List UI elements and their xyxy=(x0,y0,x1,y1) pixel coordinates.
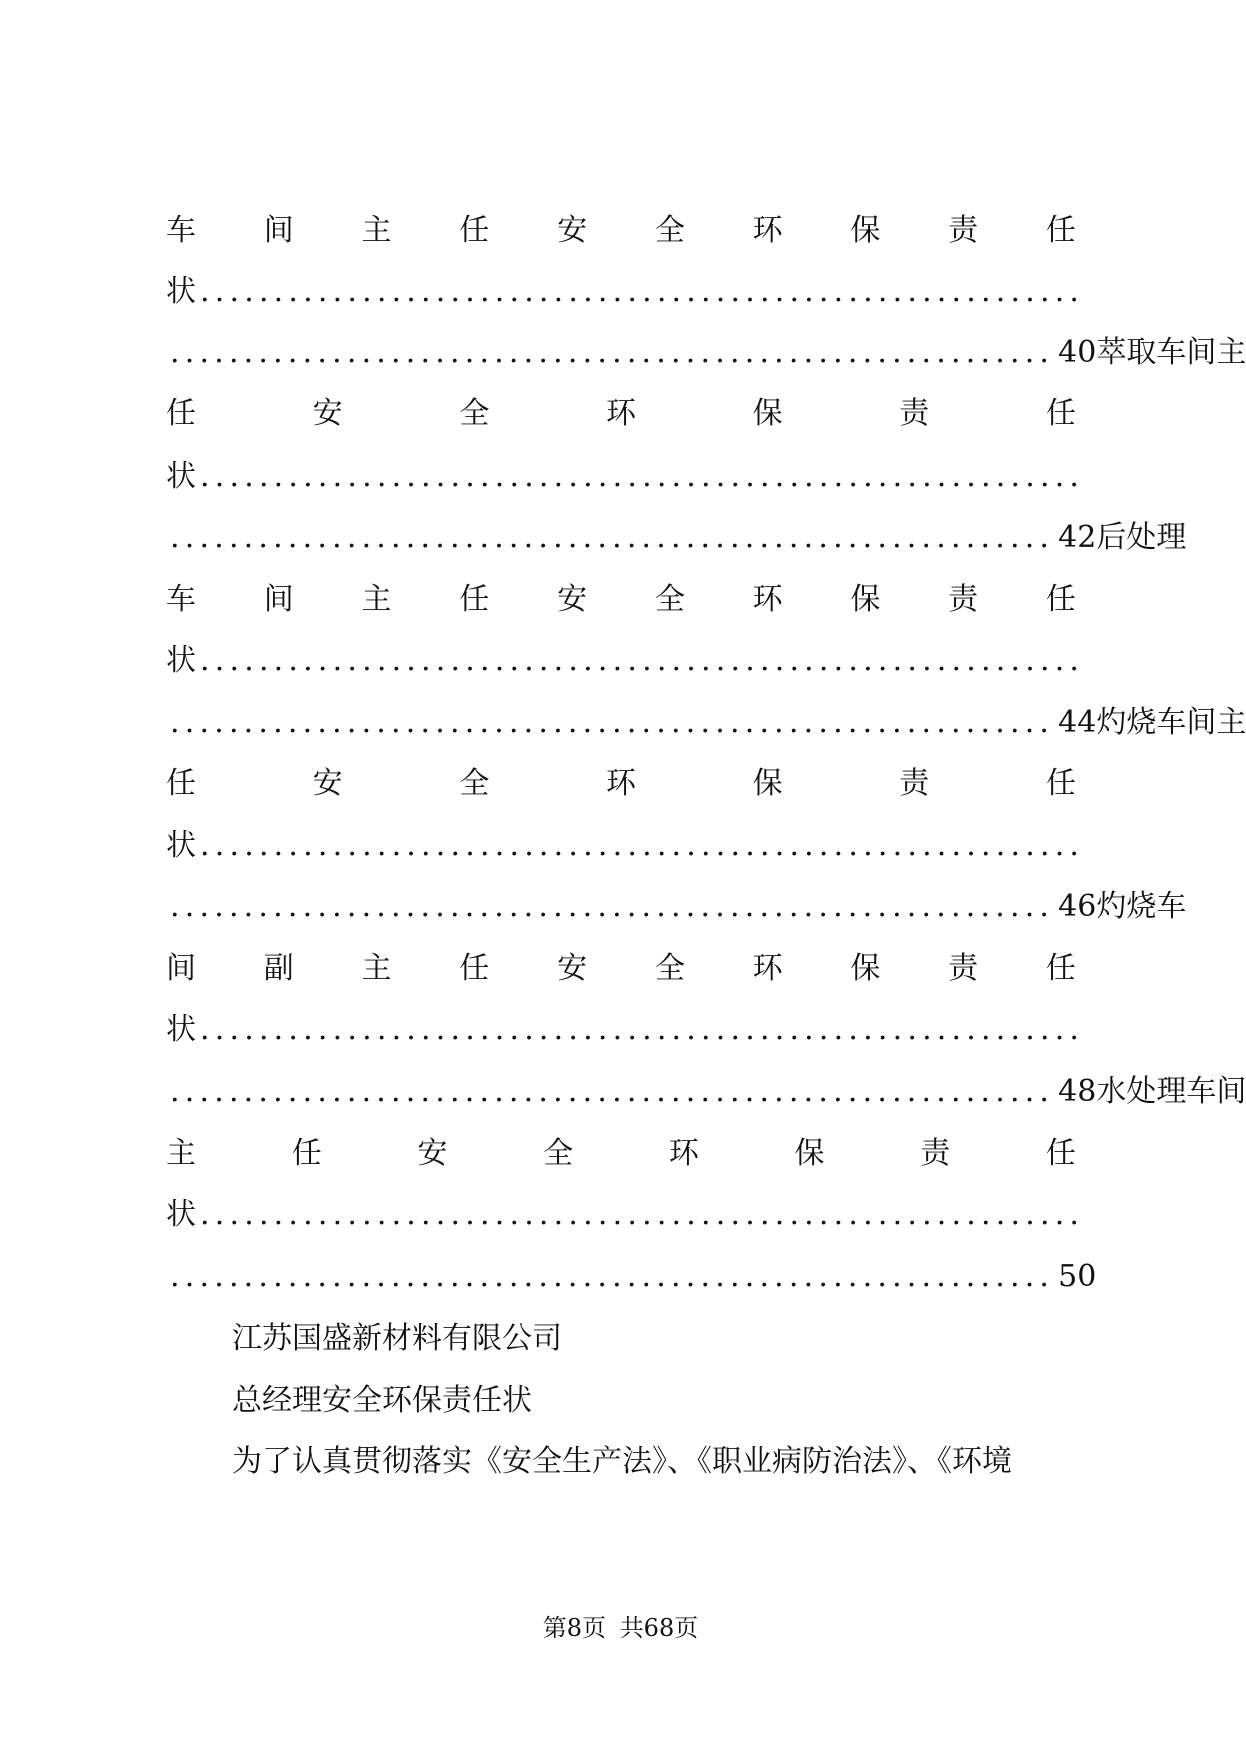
toc-char: 环 xyxy=(752,951,783,986)
toc-entry xyxy=(166,1253,1097,1301)
toc-char: 全 xyxy=(654,582,685,617)
toc-leader-dots: ............................................................ xyxy=(200,459,1085,494)
toc-page-and-title: 40萃取车间主 xyxy=(1058,335,1246,370)
toc-char: 保 xyxy=(850,582,881,617)
toc-leader-dots: ............................................................ xyxy=(170,335,1055,370)
toc-leader-dots: ............................................................ xyxy=(170,705,1055,740)
toc-leader-dots: ............................................................ xyxy=(170,1259,1055,1294)
toc-char: 任 xyxy=(1045,213,1076,248)
toc-char: 安 xyxy=(312,766,343,801)
toc-char: 主 xyxy=(361,951,392,986)
toc-lead: 状 xyxy=(166,274,196,309)
toc-char: 责 xyxy=(948,951,979,986)
toc-char: 全 xyxy=(459,396,490,431)
toc-char: 安 xyxy=(417,1136,448,1171)
toc-char: 全 xyxy=(654,951,685,986)
toc-char: 安 xyxy=(312,396,343,431)
toc-line xyxy=(166,1130,1076,1178)
toc-lead: 状 xyxy=(166,828,196,863)
toc-line xyxy=(166,453,1085,501)
toc-char: 任 xyxy=(459,213,490,248)
toc-page-and-title: 46灼烧车 xyxy=(1058,889,1187,924)
toc-lead: 状 xyxy=(166,643,196,678)
toc-char: 任 xyxy=(459,582,490,617)
toc-entry xyxy=(166,514,1187,562)
toc-line xyxy=(166,822,1085,870)
toc-char: 任 xyxy=(291,1136,322,1171)
toc-char: 保 xyxy=(794,1136,825,1171)
toc-char: 任 xyxy=(1045,582,1076,617)
toc-line xyxy=(166,1006,1085,1054)
toc-line xyxy=(166,637,1085,685)
toc-line xyxy=(166,760,1076,808)
total-pages: 共68页 xyxy=(619,1614,699,1642)
toc-page-and-title: 44灼烧车间主 xyxy=(1058,705,1246,740)
toc-char: 安 xyxy=(557,582,588,617)
toc-char: 任 xyxy=(1045,951,1076,986)
toc-lead: 状 xyxy=(166,1012,196,1047)
toc-char: 安 xyxy=(557,213,588,248)
toc-leader-dots: ............................................................ xyxy=(200,828,1085,863)
toc-leader-dots: ............................................................ xyxy=(200,1012,1085,1047)
toc-char: 责 xyxy=(920,1136,951,1171)
toc-entry xyxy=(166,699,1246,747)
toc-char: 主 xyxy=(166,1136,196,1171)
toc-line xyxy=(166,207,1076,255)
toc-lead: 状 xyxy=(166,459,196,494)
toc-entry xyxy=(166,1068,1246,1116)
toc-page-number: 50 xyxy=(1058,1259,1097,1294)
toc-char: 间 xyxy=(263,213,294,248)
toc-leader-dots: ............................................................ xyxy=(170,1074,1055,1109)
toc-char: 车 xyxy=(166,213,196,248)
toc-lead: 状 xyxy=(166,1197,196,1232)
toc-char: 保 xyxy=(850,213,881,248)
toc-line xyxy=(166,390,1076,438)
toc-leader-dots: ............................................................ xyxy=(200,274,1085,309)
toc-char: 任 xyxy=(1045,1136,1076,1171)
toc-entry xyxy=(166,329,1246,377)
toc-char: 环 xyxy=(752,582,783,617)
toc-char: 主 xyxy=(361,582,392,617)
toc-leader-dots: ............................................................ xyxy=(170,889,1055,924)
toc-char: 任 xyxy=(459,951,490,986)
toc-char: 任 xyxy=(166,396,196,431)
toc-char: 副 xyxy=(263,951,294,986)
toc-char: 环 xyxy=(752,213,783,248)
toc-char: 保 xyxy=(752,766,783,801)
toc-char: 任 xyxy=(166,766,196,801)
toc-char: 责 xyxy=(948,213,979,248)
toc-char: 全 xyxy=(459,766,490,801)
toc-char: 保 xyxy=(752,396,783,431)
page-footer xyxy=(0,1610,1241,1646)
toc-line xyxy=(166,1191,1085,1239)
toc-leader-dots: ............................................................ xyxy=(200,1197,1085,1232)
toc-char: 全 xyxy=(543,1136,574,1171)
toc-page-and-title: 48水处理车间 xyxy=(1058,1074,1246,1109)
toc-leader-dots: ............................................................ xyxy=(200,643,1085,678)
toc-line xyxy=(166,945,1076,993)
toc-line xyxy=(166,576,1076,624)
toc-char: 间 xyxy=(263,582,294,617)
toc-char: 责 xyxy=(899,396,930,431)
toc-char: 全 xyxy=(654,213,685,248)
toc-char: 任 xyxy=(1045,396,1076,431)
toc-char: 环 xyxy=(605,766,636,801)
toc-char: 安 xyxy=(557,951,588,986)
body-paragraph: 为了认真贯彻落实《安全生产法》、《职业病防治法》、《环境 xyxy=(232,1444,1012,1479)
toc-char: 责 xyxy=(899,766,930,801)
toc-char: 责 xyxy=(948,582,979,617)
toc-line xyxy=(166,268,1085,316)
toc-char: 间 xyxy=(166,951,196,986)
page-number: 第8页 xyxy=(542,1614,607,1642)
toc-char: 环 xyxy=(668,1136,699,1171)
toc-page-and-title: 42后处理 xyxy=(1058,520,1187,555)
toc-leader-dots: ............................................................ xyxy=(170,520,1055,555)
company-name: 江苏国盛新材料有限公司 xyxy=(232,1321,562,1356)
toc-char: 保 xyxy=(850,951,881,986)
toc-char: 车 xyxy=(166,582,196,617)
toc-entry xyxy=(166,883,1187,931)
toc-char: 任 xyxy=(1045,766,1076,801)
toc-char: 环 xyxy=(605,396,636,431)
toc-char: 主 xyxy=(361,213,392,248)
document-title: 总经理安全环保责任状 xyxy=(232,1383,532,1418)
